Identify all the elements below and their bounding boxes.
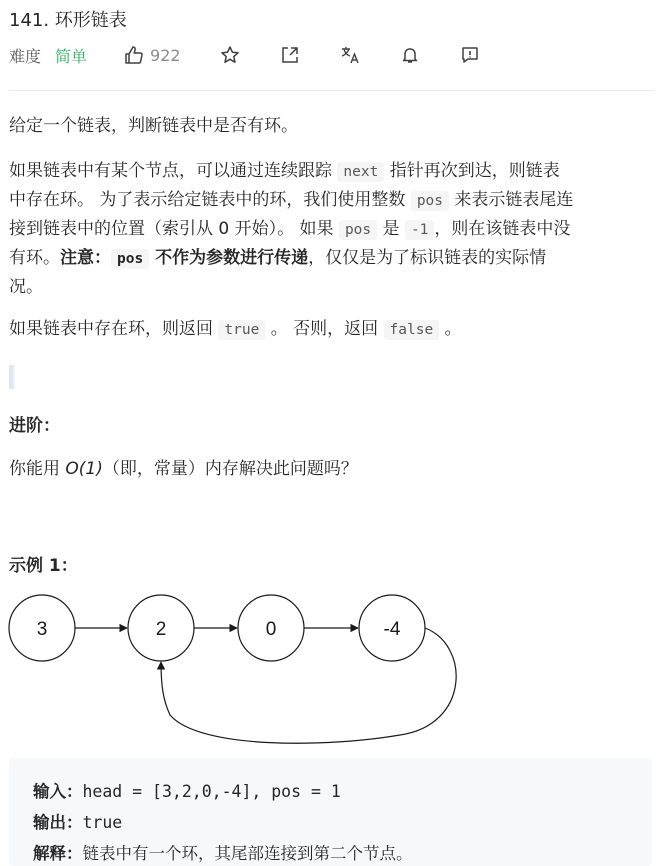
list-node [238,595,304,661]
inline-code: pos [111,249,149,269]
description-paragraph-3: 如果链表中存在环，则返回 true 。 否则，返回 false 。 [9,319,462,339]
node-value: 0 [265,619,277,640]
translate-button[interactable] [339,44,361,66]
description-line: 如果链表中有某个节点，可以通过连续跟踪 next 指针再次到达，则链表 [9,161,560,181]
inline-code: pos [411,191,449,211]
blockquote-body [13,365,15,389]
star-icon [220,45,240,65]
example-code-block [9,758,652,866]
thumbs-up-icon [124,45,144,65]
favorite-button[interactable] [219,44,241,66]
linked-list-diagram [0,585,470,755]
list-node [9,595,75,661]
example-explain-line: 解释：链表中有一个环，其尾部连接到第二个节点。 [33,844,413,863]
example-input-line: 输入：head = [3,2,0,-4], pos = 1 [33,782,341,801]
inline-code: true [218,320,265,340]
description-text: 给定一个链表，判断链表中是否有环。 [9,116,298,136]
feedback-icon [460,45,480,65]
difficulty-label: 难度 [9,46,42,66]
description-line: 中存在环。 为了表示给定链表中的环，我们使用整数 pos 来表示链表尾连 [9,190,574,210]
example-output-line: 输出：true [33,813,123,832]
description-line: 有环。注意： pos 不作为参数进行传递，仅仅是为了标识链表的实际情 [9,248,547,268]
description-paragraph-1 [9,112,298,140]
advanced-heading: 进阶： [9,416,60,436]
like-count: 922 [150,45,181,65]
inline-code: pos [339,220,377,240]
description-line: 况。 [9,277,43,297]
translate-icon [340,45,360,65]
complexity-notation: O(1) [65,459,103,479]
problem-title: 141. 环形链表 [9,10,127,31]
list-node [359,595,425,661]
inline-code: -1 [405,220,434,240]
inline-code: next [337,162,384,182]
bell-icon [400,45,420,65]
problem-meta-bar [9,42,481,68]
description-line: 接到链表中的位置（索引从 0 开始）。 如果 pos 是 -1 ，则在该链表中没 [9,219,571,239]
feedback-button[interactable] [459,44,481,66]
share-button[interactable] [279,44,301,66]
divider [9,90,653,91]
inline-code: false [384,320,440,340]
list-node [128,595,194,661]
description-paragraph-2 [9,157,573,301]
notify-button[interactable] [399,44,421,66]
example-heading: 示例 1： [9,556,78,576]
node-value: -4 [383,619,401,640]
difficulty-badge: 简单 [55,46,88,66]
like-button[interactable] [123,44,145,66]
node-value: 2 [155,619,167,640]
advanced-text: 你能用 O(1)（即，常量）内存解决此问题吗？ [9,459,358,479]
node-value: 3 [36,619,48,640]
share-icon [280,45,300,65]
